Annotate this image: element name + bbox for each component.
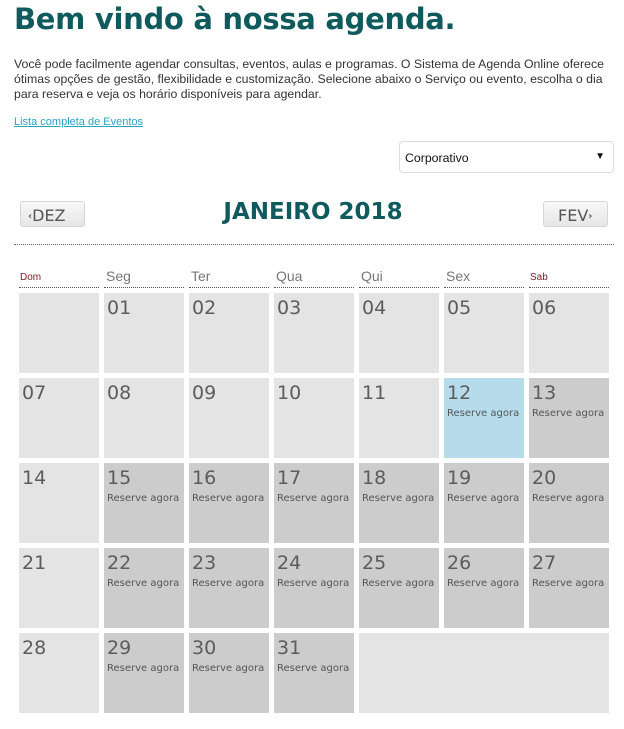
day-number: 02	[192, 297, 217, 319]
day-number: 16	[192, 467, 217, 489]
day-number: 12	[447, 382, 472, 404]
day-number: 21	[22, 552, 47, 574]
day-number: 05	[447, 297, 472, 319]
day-cell-29[interactable]	[104, 633, 184, 713]
day-cell-14	[19, 463, 99, 543]
day-cell-30[interactable]	[189, 633, 269, 713]
day-number: 28	[22, 637, 47, 659]
day-cell-24[interactable]	[274, 548, 354, 628]
header-divider	[14, 244, 614, 245]
reserve-now-link[interactable]: Reserve agora	[107, 578, 180, 589]
day-cell-08	[104, 378, 184, 458]
weekday-qua: Qua	[274, 268, 354, 288]
reserve-now-link[interactable]: Reserve agora	[277, 578, 350, 589]
day-cell-28	[19, 633, 99, 713]
day-number: 08	[107, 382, 132, 404]
reserve-now-link[interactable]: Reserve agora	[362, 578, 435, 589]
day-number: 01	[107, 297, 132, 319]
next-month-label: FEV	[558, 206, 589, 225]
day-cell-21	[19, 548, 99, 628]
events-list-link[interactable]: Lista completa de Eventos	[14, 116, 144, 128]
chevron-right-icon: ›	[588, 211, 593, 222]
day-number: 07	[22, 382, 47, 404]
chevron-left-icon: ‹	[28, 211, 33, 222]
day-cell-18[interactable]	[359, 463, 439, 543]
day-cell-12[interactable]	[444, 378, 524, 458]
reserve-now-link[interactable]: Reserve agora	[192, 578, 265, 589]
day-number: 06	[532, 297, 557, 319]
day-cell-11	[359, 378, 439, 458]
day-number: 10	[277, 382, 302, 404]
reserve-now-link[interactable]: Reserve agora	[192, 493, 265, 504]
day-cell-01	[104, 293, 184, 373]
day-number: 09	[192, 382, 217, 404]
day-number: 03	[277, 297, 302, 319]
service-select-value: Corporativo	[405, 151, 469, 165]
reserve-now-link[interactable]: Reserve agora	[362, 493, 435, 504]
day-number: 14	[22, 467, 47, 489]
day-cell-06	[529, 293, 609, 373]
reserve-now-link[interactable]: Reserve agora	[447, 493, 520, 504]
prev-month-label: DEZ	[32, 206, 66, 225]
day-number: 18	[362, 467, 387, 489]
day-number: 04	[362, 297, 387, 319]
weekday-qui: Qui	[359, 268, 439, 288]
weekday-seg: Seg	[104, 268, 184, 288]
day-cell-13[interactable]	[529, 378, 609, 458]
reserve-now-link[interactable]: Reserve agora	[107, 663, 180, 674]
day-number: 31	[277, 637, 302, 659]
month-title: JANEIRO 2018	[223, 199, 403, 225]
day-number: 26	[447, 552, 472, 574]
next-month-button[interactable]	[543, 201, 608, 227]
day-cell-25[interactable]	[359, 548, 439, 628]
day-number: 13	[532, 382, 557, 404]
day-number: 17	[277, 467, 302, 489]
day-cell-27[interactable]	[529, 548, 609, 628]
day-cell-19[interactable]	[444, 463, 524, 543]
day-cell-16[interactable]	[189, 463, 269, 543]
day-number: 30	[192, 637, 217, 659]
weekday-dom: Dom	[19, 268, 99, 288]
day-cell-22[interactable]	[104, 548, 184, 628]
service-select[interactable]	[399, 141, 614, 173]
trailing-empty-cells	[359, 633, 609, 713]
day-number: 25	[362, 552, 387, 574]
reserve-now-link[interactable]: Reserve agora	[447, 578, 520, 589]
day-cell-10	[274, 378, 354, 458]
day-cell-31[interactable]	[274, 633, 354, 713]
dropdown-arrow-icon: ▼	[595, 151, 605, 162]
reserve-now-link[interactable]: Reserve agora	[277, 663, 350, 674]
intro-text: Você pode facilmente agendar consultas, eventos, aulas e programas. O Sistema de Agenda Online oferece ótimas opções de gestão, flexibilidade e customização. Selecione abaixo o Serviço ou evento, escolha o dia para reserva e veja os horário disponíveis para agendar.	[14, 57, 604, 101]
day-number: 22	[107, 552, 132, 574]
day-number: 11	[362, 382, 387, 404]
day-cell-26[interactable]	[444, 548, 524, 628]
weekday-sex: Sex	[444, 268, 524, 288]
day-cell-09	[189, 378, 269, 458]
weekday-sab: Sab	[529, 268, 609, 288]
day-number: 29	[107, 637, 132, 659]
day-cell-02	[189, 293, 269, 373]
reserve-now-link[interactable]: Reserve agora	[107, 493, 180, 504]
reserve-now-link[interactable]: Reserve agora	[277, 493, 350, 504]
day-cell-05	[444, 293, 524, 373]
page-title: Bem vindo à nossa agenda.	[14, 2, 456, 36]
empty-day-cell	[19, 293, 99, 373]
day-cell-03	[274, 293, 354, 373]
day-number: 19	[447, 467, 472, 489]
reserve-now-link[interactable]: Reserve agora	[447, 408, 520, 419]
weekday-ter: Ter	[189, 268, 269, 288]
reserve-now-link[interactable]: Reserve agora	[532, 408, 605, 419]
day-number: 15	[107, 467, 132, 489]
day-cell-15[interactable]	[104, 463, 184, 543]
day-cell-23[interactable]	[189, 548, 269, 628]
reserve-now-link[interactable]: Reserve agora	[192, 663, 265, 674]
day-number: 23	[192, 552, 217, 574]
reserve-now-link[interactable]: Reserve agora	[532, 578, 605, 589]
day-cell-20[interactable]	[529, 463, 609, 543]
day-cell-07	[19, 378, 99, 458]
day-number: 24	[277, 552, 302, 574]
day-cell-17[interactable]	[274, 463, 354, 543]
day-number: 27	[532, 552, 557, 574]
day-number: 20	[532, 467, 557, 489]
day-cell-04	[359, 293, 439, 373]
reserve-now-link[interactable]: Reserve agora	[532, 493, 605, 504]
